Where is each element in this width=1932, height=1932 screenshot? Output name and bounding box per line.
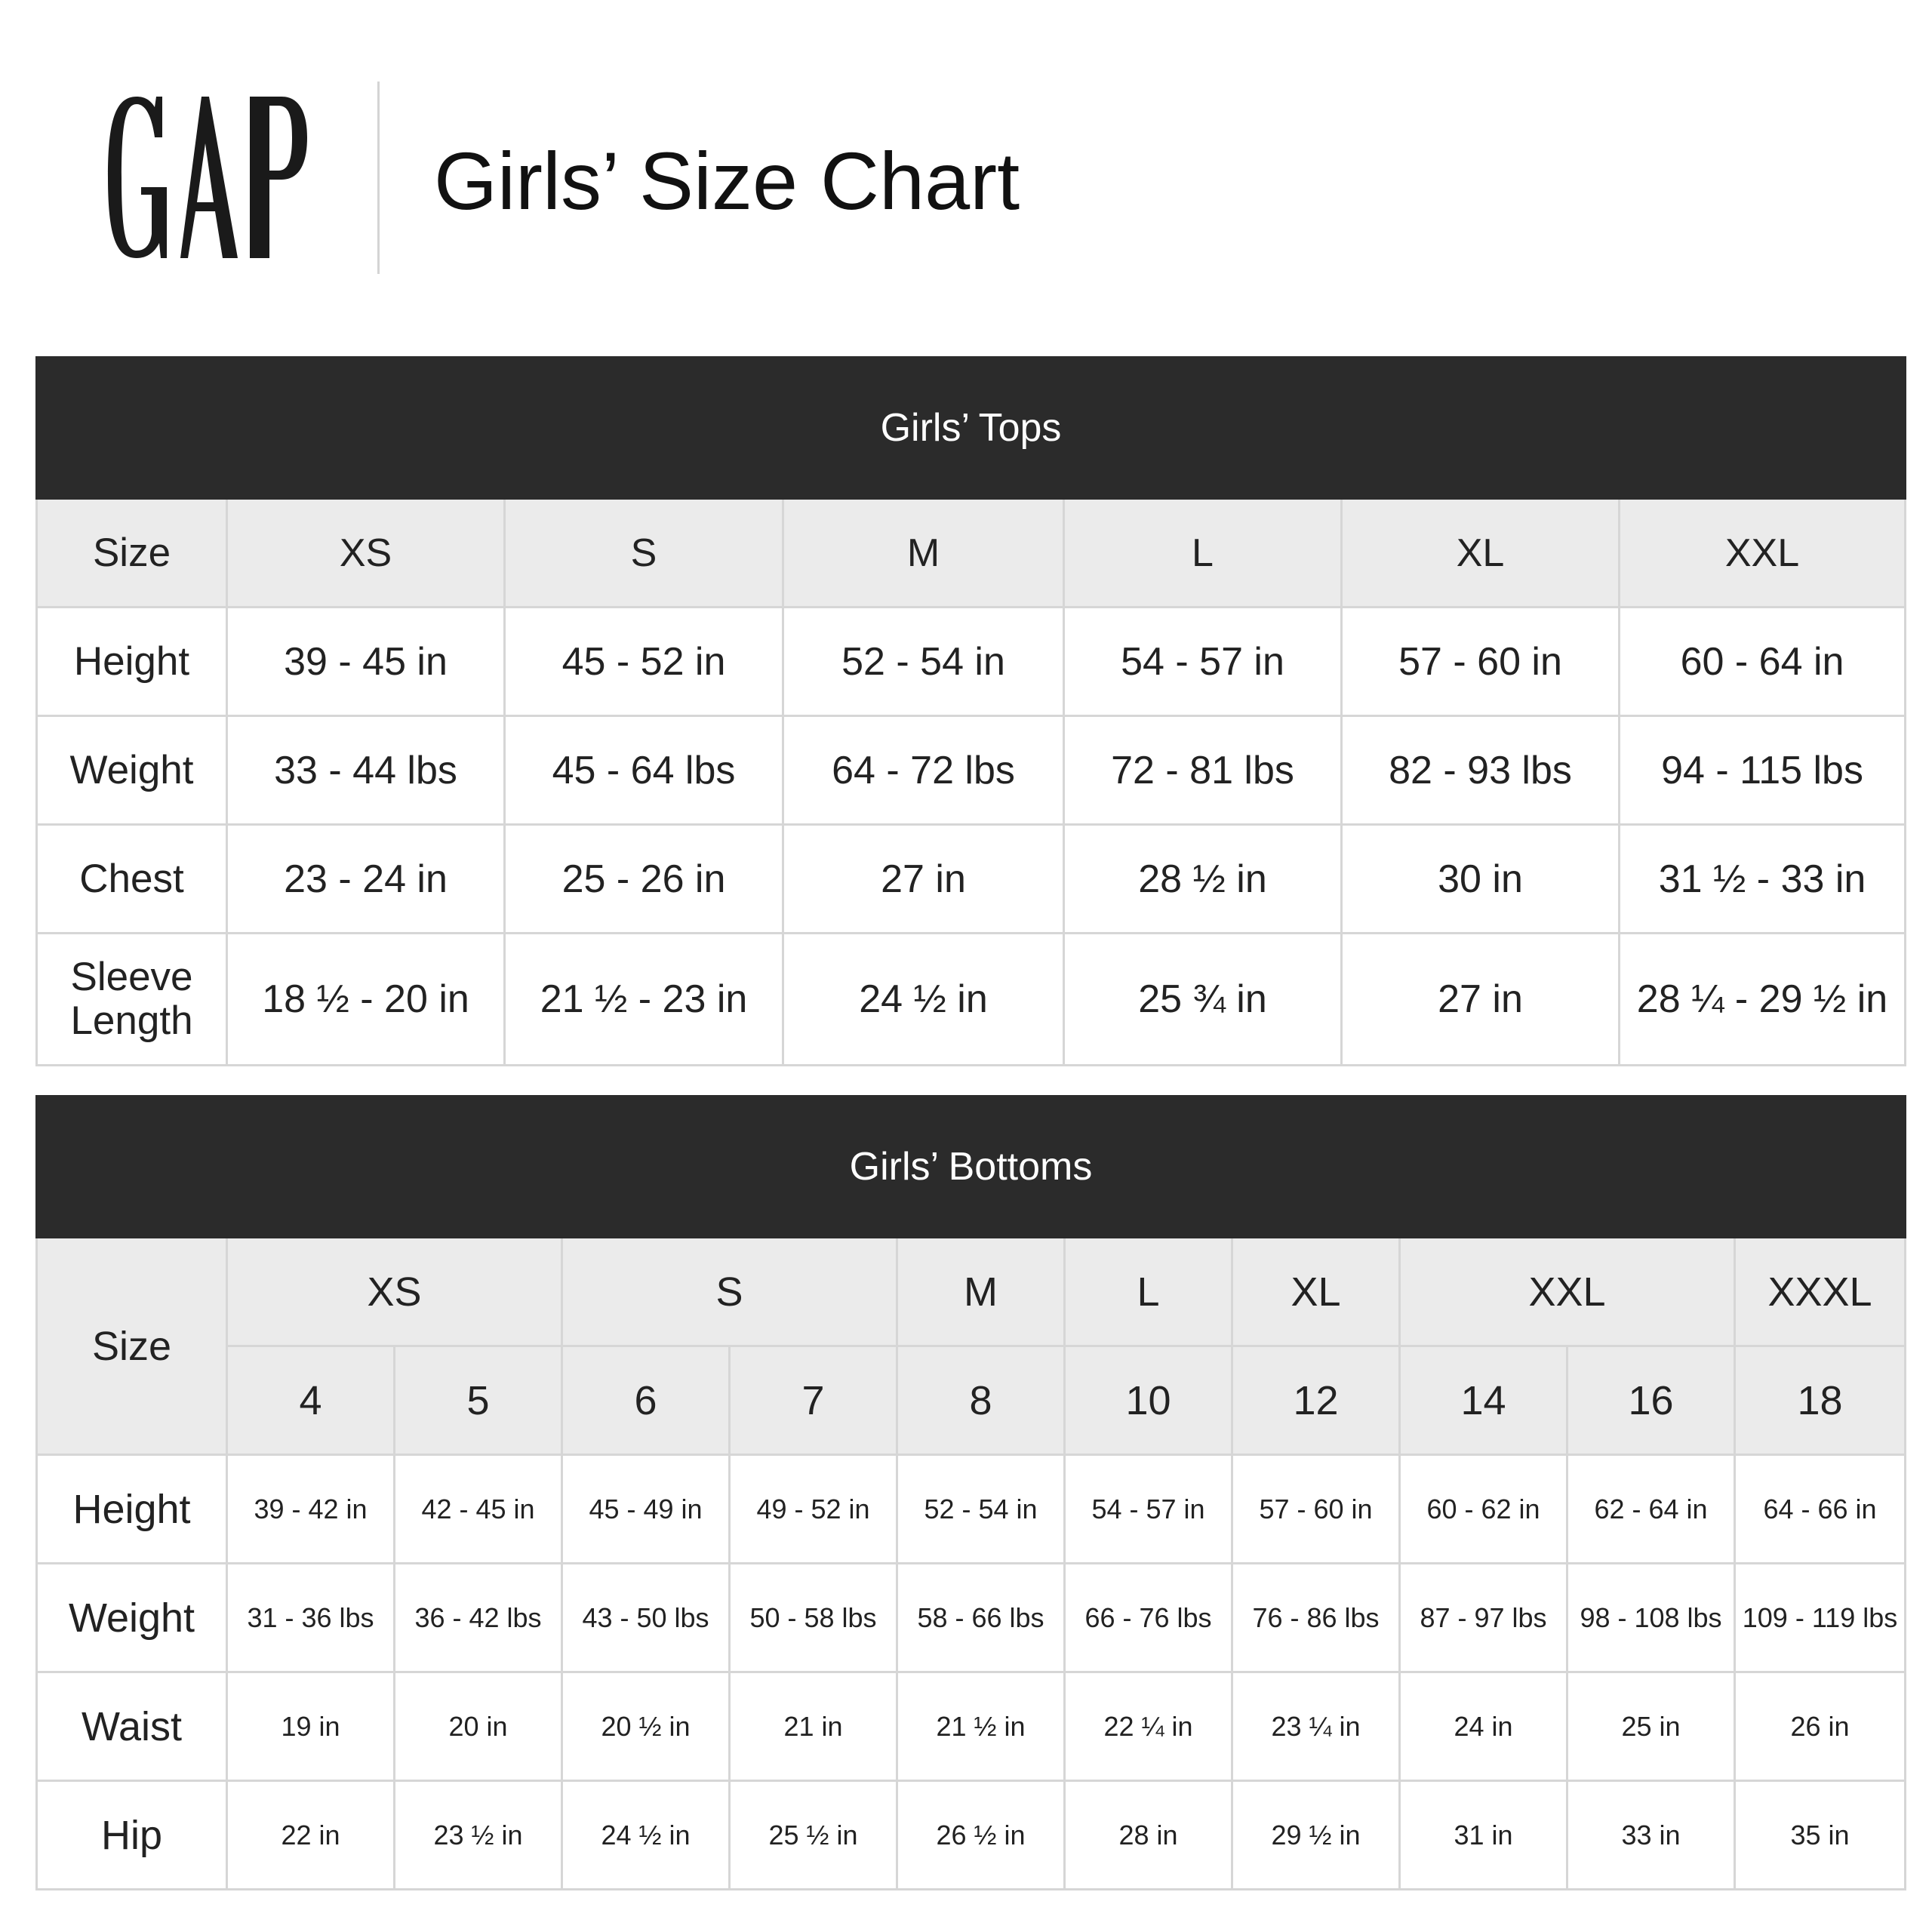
table-cell: 50 - 58 lbs	[730, 1564, 897, 1672]
table-cell: 23 ½ in	[395, 1781, 562, 1890]
tops-size-label: Size	[37, 499, 227, 608]
bottoms-size-s: S	[562, 1238, 897, 1346]
table-cell: 25 ¾ in	[1064, 934, 1342, 1066]
table-cell: 64 - 66 in	[1735, 1455, 1906, 1564]
bottoms-size-l: L	[1065, 1238, 1232, 1346]
numeric-size: 10	[1065, 1346, 1232, 1455]
row-label: Chest	[37, 825, 227, 934]
row-label: Waist	[37, 1672, 227, 1781]
table-cell: 57 - 60 in	[1232, 1455, 1400, 1564]
table-cell: 21 in	[730, 1672, 897, 1781]
table-cell: 25 ½ in	[730, 1781, 897, 1890]
bottoms-numeric-size-row	[37, 1346, 1906, 1455]
bottoms-size-xxxl: XXXL	[1735, 1238, 1906, 1346]
bottoms-row-waist	[37, 1672, 1906, 1781]
table-cell: 64 - 72 lbs	[783, 716, 1064, 825]
table-cell: 45 - 52 in	[505, 608, 783, 716]
table-cell: 52 - 54 in	[897, 1455, 1065, 1564]
table-cell: 28 ¼ - 29 ½ in	[1620, 934, 1906, 1066]
table-cell: 26 in	[1735, 1672, 1906, 1781]
bottoms-row-weight	[37, 1564, 1906, 1672]
table-cell: 33 - 44 lbs	[227, 716, 505, 825]
bottoms-size-xl: XL	[1232, 1238, 1400, 1346]
bottoms-size-label: Size	[37, 1238, 227, 1455]
table-cell: 35 in	[1735, 1781, 1906, 1890]
bottoms-size-xs: XS	[227, 1238, 562, 1346]
table-cell: 31 in	[1400, 1781, 1567, 1890]
table-cell: 25 - 26 in	[505, 825, 783, 934]
table-cell: 94 - 115 lbs	[1620, 716, 1906, 825]
table-cell: 33 in	[1567, 1781, 1735, 1890]
tops-size-xl: XL	[1342, 499, 1620, 608]
row-label: Height	[37, 1455, 227, 1564]
numeric-size: 8	[897, 1346, 1065, 1455]
bottoms-row-hip	[37, 1781, 1906, 1890]
row-label: Hip	[37, 1781, 227, 1890]
bottoms-size-m: M	[897, 1238, 1065, 1346]
tops-size-s: S	[505, 499, 783, 608]
row-label: Height	[37, 608, 227, 716]
bottoms-size-xxl: XXL	[1400, 1238, 1735, 1346]
row-label	[37, 934, 227, 1066]
table-cell: 42 - 45 in	[395, 1455, 562, 1564]
table-cell: 36 - 42 lbs	[395, 1564, 562, 1672]
table-cell: 54 - 57 in	[1064, 608, 1342, 716]
table-cell: 39 - 45 in	[227, 608, 505, 716]
table-cell: 23 ¼ in	[1232, 1672, 1400, 1781]
numeric-size: 7	[730, 1346, 897, 1455]
table-cell: 39 - 42 in	[227, 1455, 395, 1564]
table-cell: 52 - 54 in	[783, 608, 1064, 716]
table-cell: 45 - 64 lbs	[505, 716, 783, 825]
numeric-size: 4	[227, 1346, 395, 1455]
numeric-size: 18	[1735, 1346, 1906, 1455]
table-cell: 27 in	[783, 825, 1064, 934]
table-cell: 18 ½ - 20 in	[227, 934, 505, 1066]
table-cell: 31 ½ - 33 in	[1620, 825, 1906, 934]
table-cell: 54 - 57 in	[1065, 1455, 1232, 1564]
tops-row-weight	[37, 716, 1906, 825]
table-cell: 31 - 36 lbs	[227, 1564, 395, 1672]
tops-size-table	[35, 356, 1906, 1066]
table-cell: 45 - 49 in	[562, 1455, 730, 1564]
table-cell: 87 - 97 lbs	[1400, 1564, 1567, 1672]
tops-size-xs: XS	[227, 499, 505, 608]
table-cell: 28 ½ in	[1064, 825, 1342, 934]
bottoms-size-table	[35, 1095, 1906, 1890]
tops-size-l: L	[1064, 499, 1342, 608]
tops-row-sleeve-length	[37, 934, 1906, 1066]
table-cell: 22 in	[227, 1781, 395, 1890]
bottoms-size-group-row	[37, 1238, 1906, 1346]
row-label: Weight	[37, 716, 227, 825]
tops-size-m: M	[783, 499, 1064, 608]
table-cell: 30 in	[1342, 825, 1620, 934]
numeric-size: 16	[1567, 1346, 1735, 1455]
table-cell: 23 - 24 in	[227, 825, 505, 934]
table-cell: 24 ½ in	[783, 934, 1064, 1066]
table-cell: 19 in	[227, 1672, 395, 1781]
table-cell: 22 ¼ in	[1065, 1672, 1232, 1781]
table-cell: 21 ½ - 23 in	[505, 934, 783, 1066]
numeric-size: 12	[1232, 1346, 1400, 1455]
row-label-line: Length	[70, 998, 193, 1043]
table-cell: 57 - 60 in	[1342, 608, 1620, 716]
table-cell: 20 in	[395, 1672, 562, 1781]
table-cell: 60 - 64 in	[1620, 608, 1906, 716]
bottoms-table-title: Girls’ Bottoms	[37, 1097, 1906, 1238]
table-cell: 82 - 93 lbs	[1342, 716, 1620, 825]
page-title: Girls’ Size Chart	[434, 135, 1020, 226]
table-cell: 28 in	[1065, 1781, 1232, 1890]
table-cell: 20 ½ in	[562, 1672, 730, 1781]
table-cell: 72 - 81 lbs	[1064, 716, 1342, 825]
table-cell: 29 ½ in	[1232, 1781, 1400, 1890]
tops-header-row	[37, 499, 1906, 608]
numeric-size: 14	[1400, 1346, 1567, 1455]
table-cell: 109 - 119 lbs	[1735, 1564, 1906, 1672]
table-cell: 76 - 86 lbs	[1232, 1564, 1400, 1672]
gap-logo	[102, 91, 313, 264]
table-cell: 49 - 52 in	[730, 1455, 897, 1564]
table-cell: 58 - 66 lbs	[897, 1564, 1065, 1672]
table-cell: 24 ½ in	[562, 1781, 730, 1890]
header-divider	[377, 82, 380, 274]
table-cell: 66 - 76 lbs	[1065, 1564, 1232, 1672]
numeric-size: 5	[395, 1346, 562, 1455]
table-cell: 98 - 108 lbs	[1567, 1564, 1735, 1672]
table-cell: 24 in	[1400, 1672, 1567, 1781]
tops-table-title: Girls’ Tops	[37, 358, 1906, 499]
table-cell: 26 ½ in	[897, 1781, 1065, 1890]
table-cell: 25 in	[1567, 1672, 1735, 1781]
table-cell: 21 ½ in	[897, 1672, 1065, 1781]
row-label-line: Sleeve	[70, 955, 193, 999]
table-cell: 43 - 50 lbs	[562, 1564, 730, 1672]
tops-size-xxl: XXL	[1620, 499, 1906, 608]
tops-row-chest	[37, 825, 1906, 934]
numeric-size: 6	[562, 1346, 730, 1455]
table-cell: 62 - 64 in	[1567, 1455, 1735, 1564]
table-cell: 60 - 62 in	[1400, 1455, 1567, 1564]
table-cell: 27 in	[1342, 934, 1620, 1066]
row-label: Weight	[37, 1564, 227, 1672]
bottoms-row-height	[37, 1455, 1906, 1564]
tops-row-height	[37, 608, 1906, 716]
gap-logo-icon	[102, 91, 313, 264]
